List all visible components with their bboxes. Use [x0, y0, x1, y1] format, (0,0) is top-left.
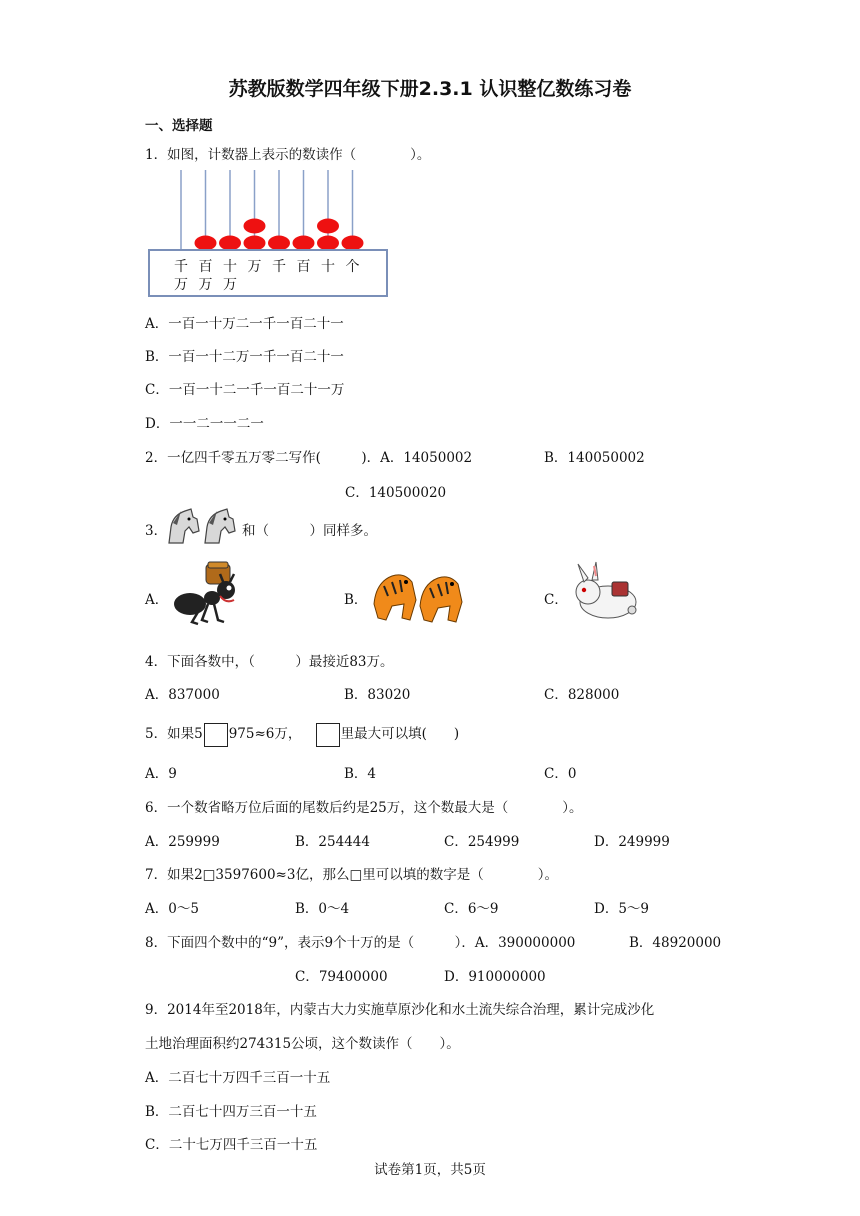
abacus-place-label: 万	[223, 277, 237, 293]
q7-option-a[interactable]: A．0～5	[145, 901, 199, 917]
q5-option-b[interactable]: B．4	[344, 766, 377, 782]
abacus-bead	[317, 236, 339, 251]
q1-option-b[interactable]: B．一百一十二万一千一百二十一	[145, 349, 344, 365]
q3-option-c[interactable]: C．	[544, 592, 568, 608]
q8-stem: 8．下面四个数中的“9”，表示9个十万的是（ ）．A．390000000	[145, 935, 576, 951]
abacus-bead	[244, 236, 266, 251]
page-title: 苏教版数学四年级下册2.3.1 认识整亿数练习卷	[228, 78, 632, 100]
q6-option-a[interactable]: A．259999	[145, 834, 220, 850]
q3-number: 3．	[145, 523, 168, 539]
page-footer: 试卷第1页，共5页	[374, 1162, 486, 1178]
abacus-place-label: 百	[296, 259, 311, 275]
q4-option-a[interactable]: A．837000	[145, 687, 220, 703]
abacus-bead	[195, 236, 217, 251]
q5-stem-part3: 里最大可以填( )	[340, 726, 460, 742]
q8-option-c[interactable]: C．79400000	[295, 969, 388, 985]
abacus-bead	[244, 219, 266, 234]
abacus-place-label: 十	[223, 259, 237, 275]
q4-option-c[interactable]: C．828000	[544, 687, 620, 703]
q9-stem-line1: 9．2014年至2018年，内蒙古大力实施草原沙化和水土流失综合治理，累计完成沙化	[145, 1002, 655, 1018]
q5-stem-part1: 5．如果5	[145, 726, 203, 742]
q7-option-b[interactable]: B．0～4	[295, 901, 350, 917]
blank-box	[316, 723, 340, 747]
q8-option-d[interactable]: D．910000000	[444, 969, 546, 985]
q5-stem	[145, 722, 459, 747]
q3-option-a[interactable]: A．	[145, 592, 169, 608]
q7-option-d[interactable]: D．5～9	[594, 901, 650, 917]
q9-option-a[interactable]: A．二百七十万四千三百一十五	[145, 1070, 331, 1086]
tiger-icon	[370, 560, 468, 626]
q2-stem: 2．一亿四千零五万零二写作( )．A．14050002	[145, 450, 473, 466]
abacus-bead	[342, 236, 364, 251]
q6-option-b[interactable]: B．254444	[295, 834, 370, 850]
q1-option-a[interactable]: A．一百一十万二一千一百二十一	[145, 316, 344, 332]
q5-option-c[interactable]: C．0	[544, 766, 577, 782]
abacus-place-label: 千	[272, 259, 286, 275]
q2-option-c[interactable]: C．140500020	[345, 485, 447, 501]
abacus-place-label: 万	[198, 277, 213, 293]
q5-stem-part2: 975≈6万，	[228, 726, 302, 742]
q4-option-b[interactable]: B．83020	[344, 687, 411, 703]
q1-option-c[interactable]: C．一百一十二一千一百二十一万	[145, 382, 345, 398]
abacus-place-label: 个	[345, 259, 360, 275]
q9-option-c[interactable]: C．二十七万四千三百一十五	[145, 1137, 318, 1153]
q7-option-c[interactable]: C．6～9	[444, 901, 499, 917]
abacus-bead	[268, 236, 290, 251]
q6-option-c[interactable]: C．254999	[444, 834, 520, 850]
q2-option-b[interactable]: B．140050002	[544, 450, 645, 466]
ant-icon	[168, 560, 246, 626]
q6-stem: 6．一个数省略万位后面的尾数后约是25万，这个数最大是（ ）。	[145, 800, 583, 816]
abacus-place-label: 万	[174, 277, 188, 293]
q1-option-d[interactable]: D．一一二一一二一	[145, 416, 264, 432]
q4-stem: 4．下面各数中，（ ）最接近83万。	[145, 654, 394, 670]
abacus-place-label: 十	[321, 259, 335, 275]
q7-stem: 7．如果2□3597600≈3亿，那么□里可以填的数字是（ ）。	[145, 867, 558, 883]
q8-option-b[interactable]: B．48920000	[629, 935, 722, 951]
q9-stem-line2: 土地治理面积约274315公顷，这个数读作（ ）。	[145, 1036, 460, 1052]
horse-icon	[163, 505, 241, 547]
q3-option-b[interactable]: B．	[344, 592, 368, 608]
abacus-place-label: 百	[198, 259, 213, 275]
abacus-bead	[317, 219, 339, 234]
rabbit-icon	[566, 560, 648, 626]
section-heading: 一、选择题	[145, 118, 213, 134]
blank-box	[204, 723, 228, 747]
abacus-place-label: 万	[247, 259, 262, 275]
abacus-figure	[147, 168, 389, 298]
q9-option-b[interactable]: B．二百七十四万三百一十五	[145, 1104, 317, 1120]
abacus-bead	[293, 236, 315, 251]
q6-option-d[interactable]: D．249999	[594, 834, 670, 850]
q1-stem: 1．如图，计数器上表示的数读作（ ）。	[145, 147, 431, 163]
abacus-bead	[219, 236, 241, 251]
q5-option-a[interactable]: A．9	[145, 766, 177, 782]
q3-stem: 和（ ）同样多。	[242, 523, 377, 539]
abacus-place-label: 千	[174, 259, 188, 275]
